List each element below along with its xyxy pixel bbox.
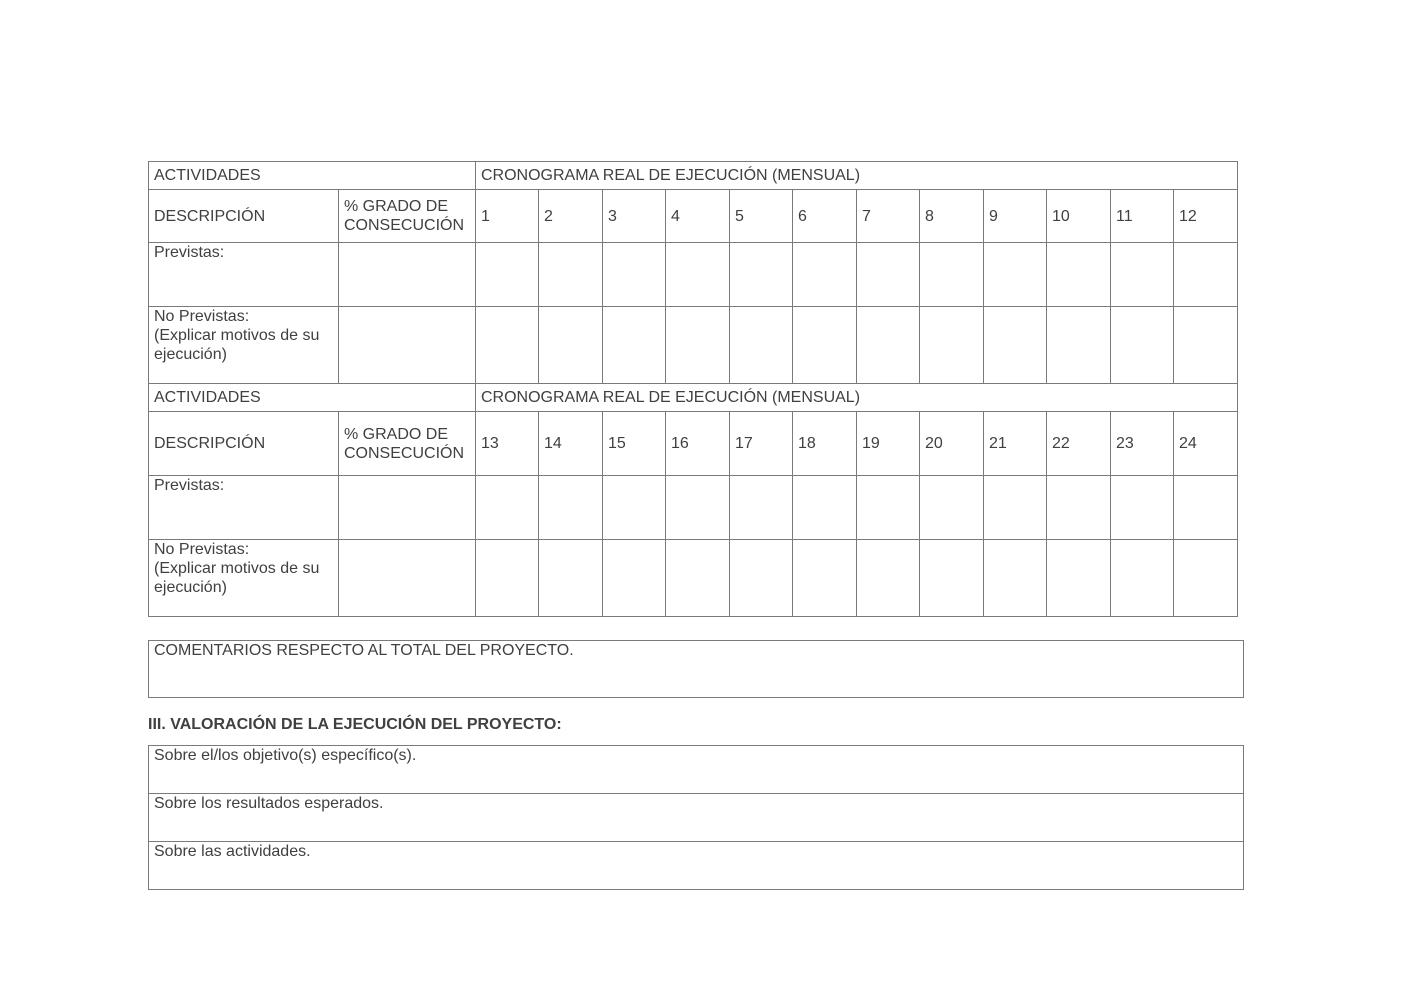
month-cell[interactable] xyxy=(857,476,920,540)
month-cell[interactable] xyxy=(476,307,539,384)
previstas-label: Previstas: xyxy=(149,476,339,540)
month-cell[interactable] xyxy=(857,540,920,617)
month-cell[interactable] xyxy=(1174,476,1238,540)
month-cell[interactable] xyxy=(1047,540,1111,617)
month-cell[interactable] xyxy=(1174,540,1238,617)
month-label: 8 xyxy=(920,190,984,243)
month-cell[interactable] xyxy=(603,243,666,307)
month-cell[interactable] xyxy=(1111,243,1174,307)
month-label: 19 xyxy=(857,412,920,476)
month-label: 17 xyxy=(730,412,793,476)
month-cell[interactable] xyxy=(1047,243,1111,307)
month-cell[interactable] xyxy=(920,307,984,384)
month-label: 14 xyxy=(539,412,603,476)
month-label: 16 xyxy=(666,412,730,476)
comments-table xyxy=(148,640,1244,698)
month-cell[interactable] xyxy=(476,243,539,307)
month-cell[interactable] xyxy=(984,476,1047,540)
previstas-row xyxy=(149,243,1238,307)
months-header-row xyxy=(149,190,1238,243)
month-cell[interactable] xyxy=(793,540,857,617)
descripcion-label: DESCRIPCIÓN xyxy=(149,190,339,243)
month-cell[interactable] xyxy=(666,307,730,384)
month-cell[interactable] xyxy=(1174,307,1238,384)
month-cell[interactable] xyxy=(1111,476,1174,540)
actividades-label: ACTIVIDADES xyxy=(149,162,476,190)
no-previstas-grado-cell[interactable] xyxy=(339,540,476,617)
previstas-label: Previstas: xyxy=(149,243,339,307)
month-label: 13 xyxy=(476,412,539,476)
no-previstas-grado-cell[interactable] xyxy=(339,307,476,384)
month-cell[interactable] xyxy=(539,540,603,617)
actividades-label: ACTIVIDADES xyxy=(149,384,476,412)
month-label: 4 xyxy=(666,190,730,243)
valoracion-objetivos-field[interactable]: Sobre el/los objetivo(s) específico(s). xyxy=(149,746,1244,794)
month-cell[interactable] xyxy=(730,476,793,540)
month-cell[interactable] xyxy=(666,243,730,307)
month-cell[interactable] xyxy=(1047,476,1111,540)
month-label: 5 xyxy=(730,190,793,243)
month-label: 22 xyxy=(1047,412,1111,476)
month-cell[interactable] xyxy=(984,307,1047,384)
month-cell[interactable] xyxy=(1111,540,1174,617)
month-cell[interactable] xyxy=(984,540,1047,617)
previstas-grado-cell[interactable] xyxy=(339,476,476,540)
comments-field[interactable]: COMENTARIOS RESPECTO AL TOTAL DEL PROYECTO. xyxy=(149,641,1244,698)
schedule-body xyxy=(149,162,1238,617)
month-label: 20 xyxy=(920,412,984,476)
month-label: 18 xyxy=(793,412,857,476)
no-previstas-row xyxy=(149,540,1238,617)
month-cell[interactable] xyxy=(539,307,603,384)
month-label: 2 xyxy=(539,190,603,243)
month-cell[interactable] xyxy=(730,540,793,617)
month-label: 11 xyxy=(1111,190,1174,243)
no-previstas-row xyxy=(149,307,1238,384)
month-cell[interactable] xyxy=(666,540,730,617)
grado-consecucion-label: % GRADO DE CONSECUCIÓN xyxy=(339,412,476,476)
month-cell[interactable] xyxy=(539,476,603,540)
month-cell[interactable] xyxy=(730,307,793,384)
activities-header-row xyxy=(149,384,1238,412)
month-label: 9 xyxy=(984,190,1047,243)
month-cell[interactable] xyxy=(1047,307,1111,384)
month-cell[interactable] xyxy=(603,540,666,617)
month-cell[interactable] xyxy=(920,540,984,617)
month-cell[interactable] xyxy=(666,476,730,540)
month-label: 10 xyxy=(1047,190,1111,243)
month-label: 3 xyxy=(603,190,666,243)
month-cell[interactable] xyxy=(1111,307,1174,384)
month-cell[interactable] xyxy=(476,476,539,540)
month-cell[interactable] xyxy=(603,476,666,540)
activities-header-row xyxy=(149,162,1238,190)
grado-consecucion-label: % GRADO DE CONSECUCIÓN xyxy=(339,190,476,243)
cronograma-label: CRONOGRAMA REAL DE EJECUCIÓN (MENSUAL) xyxy=(476,162,1238,190)
month-label: 7 xyxy=(857,190,920,243)
month-cell[interactable] xyxy=(793,476,857,540)
previstas-row xyxy=(149,476,1238,540)
no-previstas-label: No Previstas: (Explicar motivos de su ejecución) xyxy=(149,540,339,617)
cronograma-label: CRONOGRAMA REAL DE EJECUCIÓN (MENSUAL) xyxy=(476,384,1238,412)
valoracion-actividades-field[interactable]: Sobre las actividades. xyxy=(149,842,1244,890)
month-cell[interactable] xyxy=(920,476,984,540)
month-cell[interactable] xyxy=(857,307,920,384)
months-header-row xyxy=(149,412,1238,476)
month-cell[interactable] xyxy=(920,243,984,307)
month-label: 1 xyxy=(476,190,539,243)
month-label: 15 xyxy=(603,412,666,476)
no-previstas-label: No Previstas: (Explicar motivos de su ejecución) xyxy=(149,307,339,384)
month-cell[interactable] xyxy=(1174,243,1238,307)
month-label: 6 xyxy=(793,190,857,243)
month-label: 23 xyxy=(1111,412,1174,476)
valoracion-resultados-field[interactable]: Sobre los resultados esperados. xyxy=(149,794,1244,842)
previstas-grado-cell[interactable] xyxy=(339,243,476,307)
month-cell[interactable] xyxy=(984,243,1047,307)
schedule-table xyxy=(148,161,1238,617)
month-label: 21 xyxy=(984,412,1047,476)
month-cell[interactable] xyxy=(730,243,793,307)
month-cell[interactable] xyxy=(539,243,603,307)
month-cell[interactable] xyxy=(603,307,666,384)
section-heading: III. VALORACIÓN DE LA EJECUCIÓN DEL PROYECTO: xyxy=(148,716,562,733)
month-cell[interactable] xyxy=(793,307,857,384)
month-cell[interactable] xyxy=(476,540,539,617)
valoracion-table xyxy=(148,745,1244,890)
month-label: 12 xyxy=(1174,190,1238,243)
month-cell[interactable] xyxy=(793,243,857,307)
month-cell[interactable] xyxy=(857,243,920,307)
descripcion-label: DESCRIPCIÓN xyxy=(149,412,339,476)
month-label: 24 xyxy=(1174,412,1238,476)
